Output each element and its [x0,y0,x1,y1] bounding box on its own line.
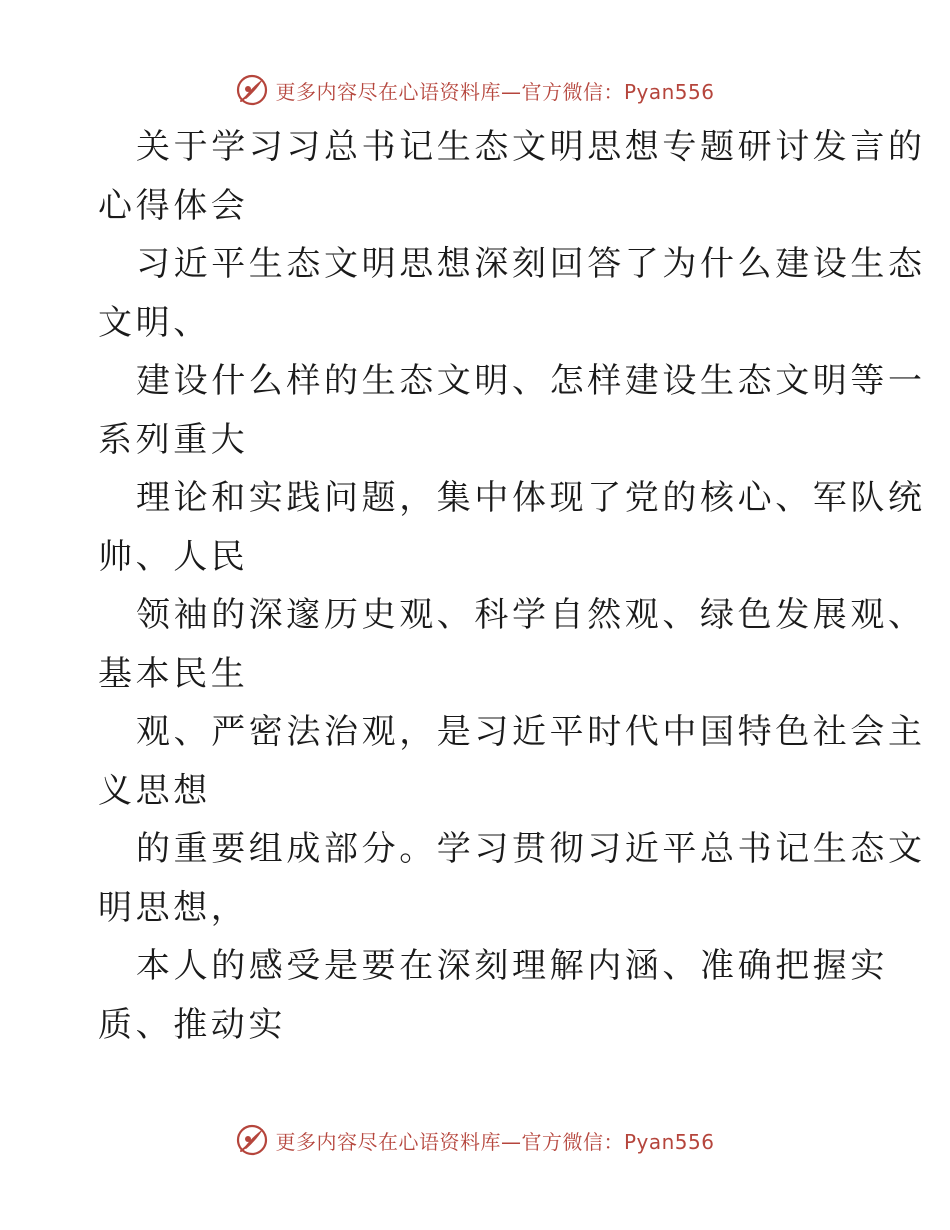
paragraph-line: 本人的感受是要在深刻理解内涵、准确把握实 [136,946,888,986]
paragraph-line: 观、严密法治观，是习近平时代中国特色社会主 [136,712,926,752]
red-quill-logo-icon [235,1123,269,1157]
paragraph [98,235,926,352]
paragraph-line: 系列重大 [98,419,249,460]
paragraph-line: 习近平生态文明思想深刻回答了为什么建设生态 [136,244,926,284]
header-banner [0,70,950,110]
footer-banner [0,1120,950,1160]
paragraph-line: 建设什么样的生态文明、怎样建设生态文明等一 [136,361,926,401]
paragraph [98,820,926,937]
paragraph [98,937,888,1054]
paragraph-line: 帅、人民 [98,536,249,577]
paragraph-line: 义思想 [98,770,211,811]
paragraph-line: 领袖的深邃历史观、科学自然观、绿色发展观、 [136,595,926,635]
paragraph [98,118,926,235]
paragraph-line: 理论和实践问题，集中体现了党的核心、军队统 [136,478,926,518]
paragraph [98,352,926,469]
document-body [98,118,926,1054]
footer-banner-text: 更多内容尽在心语资料库—官方微信：Pyan556 [275,1129,715,1154]
paragraph-line: 基本民生 [98,653,249,694]
paragraph-line: 的重要组成部分。学习贯彻习近平总书记生态文 [136,829,926,869]
paragraph-line: 质、推动实 [98,1004,286,1045]
paragraph-line: 心得体会 [98,185,249,226]
red-quill-logo-icon [235,73,269,107]
paragraph [98,586,926,703]
paragraph [98,703,926,820]
paragraph-line: 明思想， [98,887,249,928]
paragraph-line: 关于学习习总书记生态文明思想专题研讨发言的 [136,127,926,167]
paragraph-line: 文明、 [98,302,211,343]
header-banner-text: 更多内容尽在心语资料库—官方微信：Pyan556 [275,79,715,104]
paragraph [98,469,926,586]
